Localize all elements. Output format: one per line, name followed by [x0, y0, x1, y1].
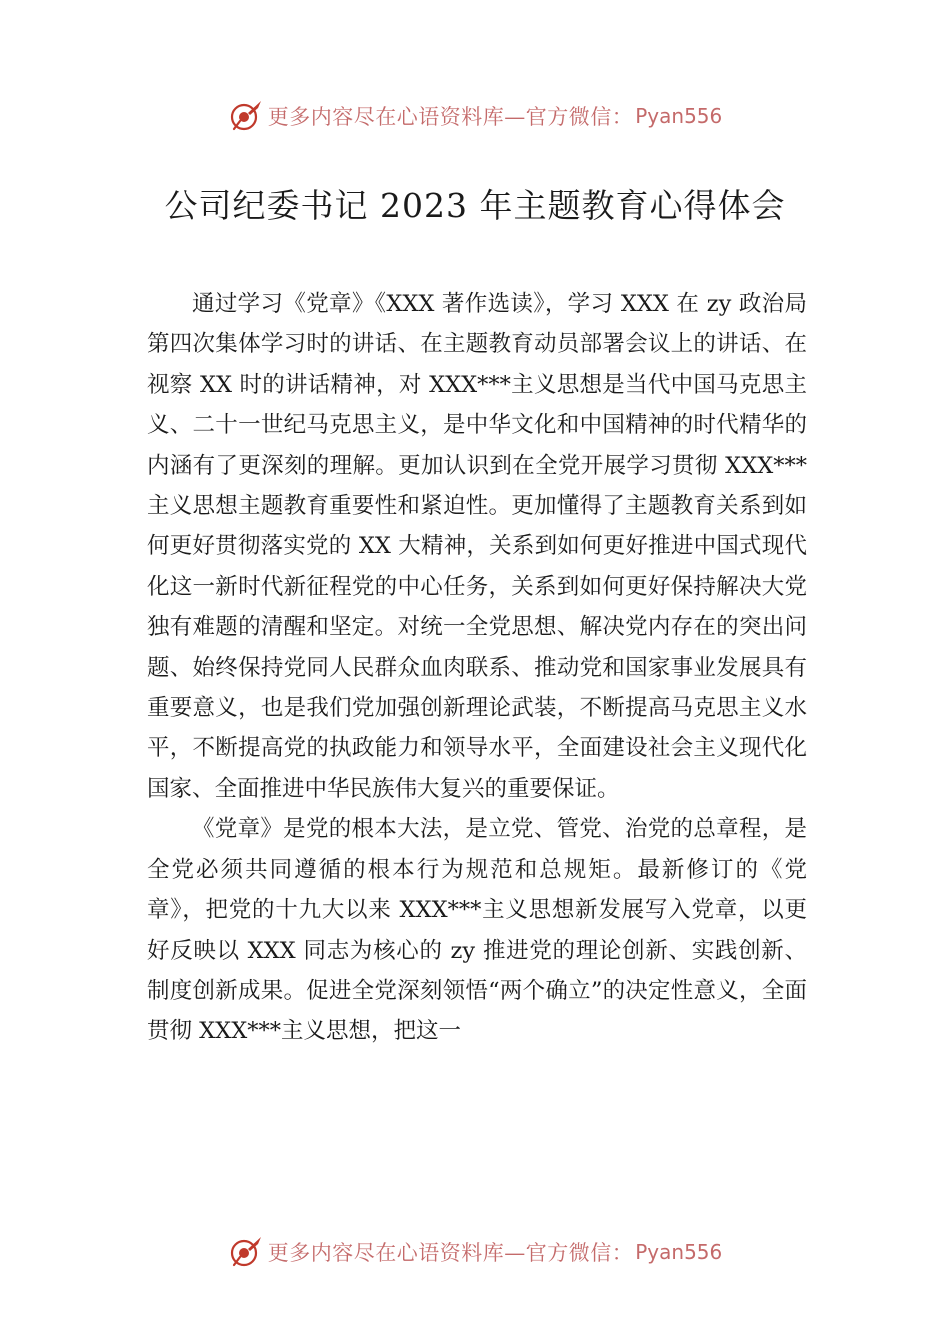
quill-pen-logo-icon [228, 98, 264, 134]
document-title: 公司纪委书记 2023 年主题教育心得体会 [164, 186, 786, 225]
watermark-banner-top [0, 96, 950, 136]
watermark-text: 更多内容尽在心语资料库—官方微信： [267, 105, 634, 129]
watermark-text: 更多内容尽在心语资料库—官方微信： [267, 1241, 634, 1265]
paragraph: 《党章》是党的根本大法，是立党、管党、治党的总章程，是全党必须共同遵循的根本行为规范和总规矩。最新修订的《党章》，把党的十九大以来 XXX***主义思想新发展写入党章，以更好反映以 XXX 同志为核心的 zy 推进党的理论创新、实践创新、制度创新成果。促进全党深刻领悟“两个确立”的决定性意义，全面贯彻 XXX***主义思想，把这一 [147, 816, 807, 1045]
wechat-id: Pyan556 [635, 1240, 723, 1264]
document-body [147, 284, 807, 1052]
quill-pen-logo-icon [228, 1234, 264, 1270]
wechat-id: Pyan556 [635, 104, 723, 128]
paragraph: 通过学习《党章》《XXX 著作选读》，学习 XXX 在 zy 政治局第四次集体学习时的讲话、在主题教育动员部署会议上的讲话、在视察 XX 时的讲话精神，对 XXX***主义思想是当代中国马克思主义、二十一世纪马克思主义，是中华文化和中国精神的时代精华的内涵有了更深刻的理解。更加认识到在全党开展学习贯彻 XXX***主义思想主题教育重要性和紧迫性。更加懂得了主题教育关系到如何更好贯彻落实党的 XX 大精神，关系到如何更好推进中国式现代化这一新时代新征程党的中心任务，关系到如何更好保持解决大党独有难题的清醒和坚定。对统一全党思想、解决党内存在的突出问题、始终保持党同人民群众血肉联系、推动党和国家事业发展具有重要意义，也是我们党加强创新理论武装，不断提高马克思主义水平，不断提高党的执政能力和领导水平，全面建设社会主义现代化国家、全面推进中华民族伟大复兴的重要保证。 [147, 291, 807, 802]
watermark-banner-bottom [0, 1232, 950, 1272]
